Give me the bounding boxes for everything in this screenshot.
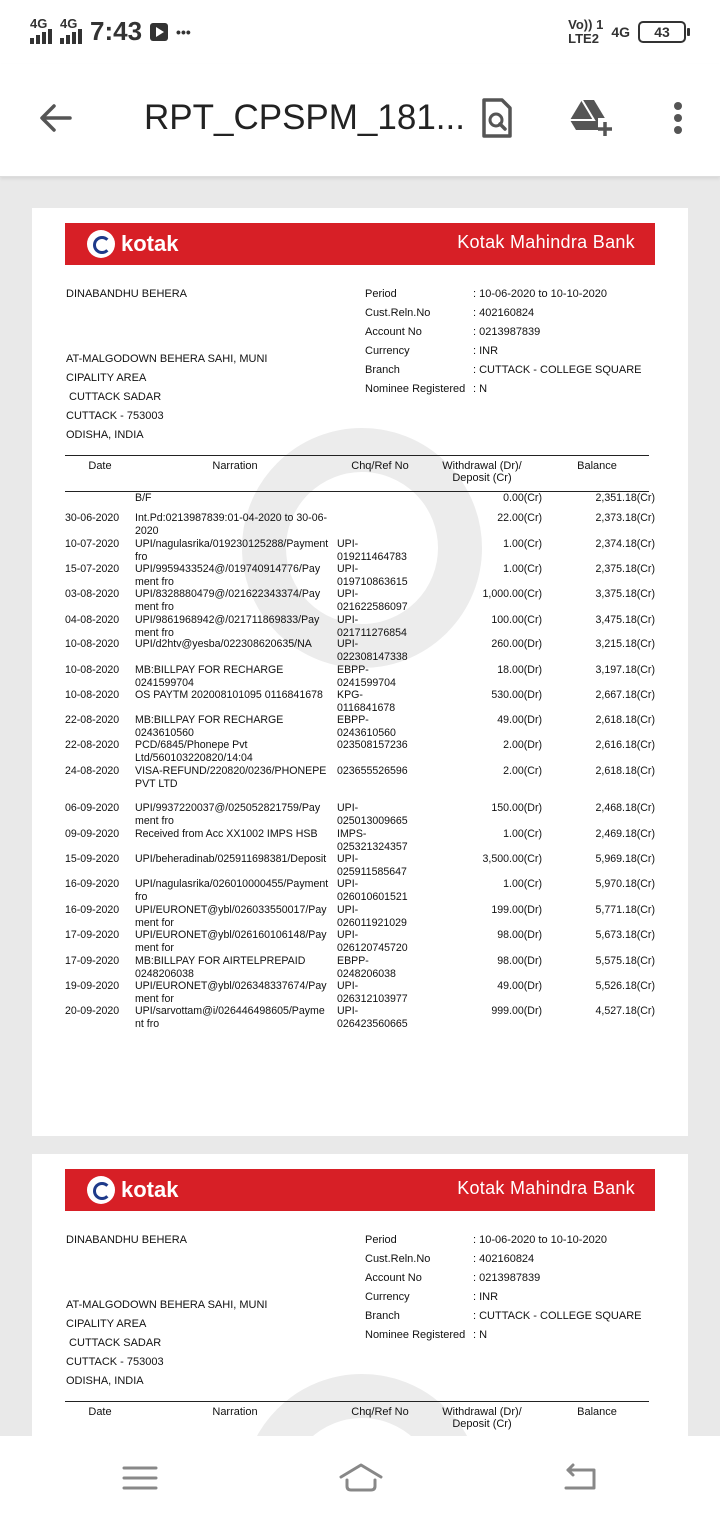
detail-value: : 0213987839	[473, 326, 541, 338]
address-line: AT-MALGODOWN BEHERA SAHI, MUNI	[66, 353, 268, 365]
address-line: CUTTACK - 753003	[66, 410, 164, 422]
home-icon[interactable]	[338, 1462, 384, 1494]
txn-balance: 2,375.18(Cr)	[595, 563, 655, 575]
txn-narration: Int.Pd:0213987839:01-04-2020 to 30-06- 2020	[135, 512, 328, 537]
col-narration: Narration	[212, 460, 258, 472]
txn-balance: 3,375.18(Cr)	[595, 588, 655, 600]
txn-date: 10-08-2020	[65, 638, 120, 650]
txn-narration: UPI/EURONET@ybl/026160106148/Pay ment for	[135, 929, 327, 954]
address-line: ODISHA, INDIA	[66, 1375, 144, 1387]
detail-label: Cust.Reln.No	[365, 307, 431, 319]
txn-balance: 2,351.18(Cr)	[595, 492, 655, 504]
txn-balance: 3,197.18(Cr)	[595, 664, 655, 676]
detail-value: : CUTTACK - COLLEGE SQUARE	[473, 364, 642, 376]
address-line: CUTTACK - 753003	[66, 1356, 164, 1368]
logo-text: kotak	[121, 231, 179, 256]
txn-balance: 2,618.18(Cr)	[595, 714, 655, 726]
txn-amount: 100.00(Cr)	[491, 614, 542, 626]
txn-balance: 5,969.18(Cr)	[595, 853, 655, 865]
txn-amount: 999.00(Dr)	[491, 1005, 542, 1017]
col-ref: Chq/Ref No	[351, 1406, 409, 1418]
detail-value: : 402160824	[473, 1253, 535, 1265]
txn-date: 17-09-2020	[65, 929, 120, 941]
txn-narration: MB:BILLPAY FOR RECHARGE 0241599704	[135, 664, 284, 689]
txn-date: 04-08-2020	[65, 614, 120, 626]
txn-amount: 1,000.00(Cr)	[482, 588, 542, 600]
signal-icon	[30, 15, 52, 44]
txn-narration: UPI/sarvottam@i/026446498605/Payme nt fro	[135, 1005, 325, 1030]
txn-balance: 2,618.18(Cr)	[595, 765, 655, 777]
txn-date: 17-09-2020	[65, 955, 120, 967]
txn-ref: EBPP- 0241599704	[337, 664, 396, 689]
txn-amount: 18.00(Dr)	[497, 664, 542, 676]
txn-ref: UPI- 026011921029	[337, 904, 407, 929]
txn-amount: 530.00(Dr)	[491, 689, 542, 701]
txn-date: 03-08-2020	[65, 588, 120, 600]
txn-amount: 1.00(Cr)	[503, 878, 542, 890]
detail-value: : CUTTACK - COLLEGE SQUARE	[473, 1310, 642, 1322]
txn-date: 22-08-2020	[65, 739, 120, 751]
logo-text: kotak	[121, 1177, 179, 1202]
col-withdrawal: Withdrawal (Dr)/ Deposit (Cr)	[442, 460, 522, 484]
bank-name: Kotak Mahindra Bank	[457, 1178, 635, 1198]
txn-date: 09-09-2020	[65, 828, 120, 840]
bank-name: Kotak Mahindra Bank	[457, 232, 635, 252]
detail-value: : 10-06-2020 to 10-10-2020	[473, 288, 607, 300]
txn-balance: 2,373.18(Cr)	[595, 512, 655, 524]
txn-balance: 3,215.18(Cr)	[595, 638, 655, 650]
txn-ref: KPG- 0116841678	[337, 689, 396, 714]
txn-date: 10-07-2020	[65, 538, 120, 550]
txn-amount: 49.00(Dr)	[497, 980, 542, 992]
txn-date: 10-08-2020	[65, 689, 120, 701]
col-withdrawal: Withdrawal (Dr)/ Deposit (Cr)	[442, 1406, 522, 1430]
txn-amount: 199.00(Dr)	[491, 904, 542, 916]
txn-amount: 150.00(Dr)	[491, 802, 542, 814]
txn-balance: 2,616.18(Cr)	[595, 739, 655, 751]
customer-name: DINABANDHU BEHERA	[66, 288, 188, 300]
txn-date: 22-08-2020	[65, 714, 120, 726]
txn-narration: MB:BILLPAY FOR AIRTELPREPAID 0248206038	[135, 955, 306, 980]
customer-address	[66, 1296, 268, 1391]
txn-balance: 4,527.18(Cr)	[595, 1005, 655, 1017]
document-search-icon[interactable]	[474, 96, 518, 140]
more-vert-icon[interactable]	[656, 96, 700, 140]
txn-amount: 3,500.00(Cr)	[482, 853, 542, 865]
customer-name: DINABANDHU BEHERA	[66, 1234, 188, 1246]
address-line: CUTTACK SADAR	[66, 1337, 162, 1349]
txn-date: 24-08-2020	[65, 765, 120, 777]
bank-banner	[65, 1169, 655, 1211]
col-date: Date	[88, 1406, 112, 1418]
table-header	[65, 1401, 649, 1438]
detail-value: : 402160824	[473, 307, 535, 319]
txn-date: 10-08-2020	[65, 664, 120, 676]
txn-narration: MB:BILLPAY FOR RECHARGE 0243610560	[135, 714, 284, 739]
media-play-icon	[150, 23, 168, 41]
txn-amount: 0.00(Cr)	[503, 492, 542, 504]
detail-value: : INR	[473, 1291, 499, 1303]
txn-narration: UPI/8328880479@/021622343374/Pay ment fro	[135, 588, 321, 613]
detail-value: : N	[473, 383, 488, 395]
arrow-left-icon[interactable]	[36, 98, 76, 138]
txn-balance: 2,469.18(Cr)	[595, 828, 655, 840]
txn-date: 30-06-2020	[65, 512, 120, 524]
txn-ref: 023655526596	[337, 765, 408, 777]
detail-label: Account No	[365, 1272, 422, 1284]
txn-balance: 5,970.18(Cr)	[595, 878, 655, 890]
address-line: CIPALITY AREA	[66, 1318, 147, 1330]
kotak-logo-icon	[87, 1176, 115, 1204]
txn-ref: UPI- 026120745720	[337, 929, 408, 954]
battery-icon	[638, 21, 686, 43]
txn-ref: IMPS- 025321324357	[337, 828, 408, 853]
statement-page	[32, 208, 688, 1136]
detail-value: : 0213987839	[473, 1272, 541, 1284]
txn-narration: PCD/6845/Phonepe Pvt Ltd/560103220820/14:04	[135, 739, 253, 764]
txn-ref: EBPP- 0248206038	[337, 955, 396, 980]
txn-narration: UPI/9937220037@/025052821759/Pay ment fro	[135, 802, 321, 827]
txn-narration: UPI/EURONET@ybl/026348337674/Pay ment for	[135, 980, 327, 1005]
txn-date: 16-09-2020	[65, 878, 120, 890]
detail-label: Nominee Registered	[365, 1329, 466, 1341]
txn-amount: 98.00(Dr)	[497, 929, 542, 941]
txn-balance: 5,526.18(Cr)	[595, 980, 655, 992]
detail-value: : INR	[473, 345, 499, 357]
txn-ref: UPI- 022308147338	[337, 638, 408, 663]
detail-label: Branch	[365, 364, 400, 376]
detail-label: Cust.Reln.No	[365, 1253, 431, 1265]
txn-date: 06-09-2020	[65, 802, 120, 814]
txn-balance: 5,575.18(Cr)	[595, 955, 655, 967]
txn-ref: UPI- 025013009665	[337, 802, 408, 827]
txn-date: 16-09-2020	[65, 904, 120, 916]
txn-ref: EBPP- 0243610560	[337, 714, 396, 739]
txn-ref: UPI- 021622586097	[337, 588, 408, 613]
detail-label: Nominee Registered	[365, 383, 466, 395]
txn-narration: UPI/d2htv@yesba/022308620635/NA	[135, 638, 312, 650]
network-type-label: 4G	[60, 15, 78, 31]
address-line: AT-MALGODOWN BEHERA SAHI, MUNI	[66, 1299, 268, 1311]
txn-narration: UPI/nagulasrika/019230125288/Payment fro	[135, 538, 329, 563]
kotak-logo	[87, 1176, 178, 1204]
detail-label: Currency	[365, 345, 410, 357]
txn-ref: UPI- 026312103977	[337, 980, 408, 1005]
clock: 7:43	[90, 16, 143, 46]
navigation-bar	[0, 1436, 720, 1520]
volte-label: Vo))	[568, 17, 593, 32]
txn-ref: UPI- 021711276854	[337, 614, 407, 639]
back-icon[interactable]	[560, 1462, 600, 1494]
txn-date: 20-09-2020	[65, 1005, 120, 1017]
menu-icon[interactable]	[120, 1462, 160, 1494]
detail-label: Currency	[365, 1291, 410, 1303]
txn-balance: 2,374.18(Cr)	[595, 538, 655, 550]
txn-narration: Received from Acc XX1002 IMPS HSB	[135, 828, 318, 840]
txn-balance: 5,673.18(Cr)	[595, 929, 655, 941]
detail-value: : 10-06-2020 to 10-10-2020	[473, 1234, 607, 1246]
status-bar	[0, 0, 720, 64]
address-line: CUTTACK SADAR	[66, 391, 162, 403]
col-narration: Narration	[212, 1406, 258, 1418]
statement-page	[32, 1154, 688, 1454]
txn-date: 19-09-2020	[65, 980, 120, 992]
col-ref: Chq/Ref No	[351, 460, 409, 472]
txn-ref: UPI- 026423560665	[337, 1005, 408, 1030]
txn-amount: 98.00(Dr)	[497, 955, 542, 967]
txn-amount: 22.00(Cr)	[497, 512, 542, 524]
txn-narration: UPI/9861968942@/021711869833/Pay ment fro	[135, 614, 320, 639]
txn-narration: UPI/9959433524@/019740914776/Pay ment fro	[135, 563, 321, 588]
txn-amount: 2.00(Dr)	[503, 739, 542, 751]
txn-narration: OS PAYTM 202008101095 0116841678	[135, 689, 323, 701]
txn-balance: 5,771.18(Cr)	[595, 904, 655, 916]
txn-amount: 260.00(Dr)	[491, 638, 542, 650]
network-type-label: 4G	[611, 24, 630, 40]
txn-ref: UPI- 025911585647	[337, 853, 407, 878]
txn-ref: UPI- 019211464783	[337, 538, 407, 563]
txn-narration: B/F	[135, 492, 152, 504]
txn-amount: 2.00(Cr)	[503, 765, 542, 777]
col-date: Date	[88, 460, 112, 472]
account-details	[365, 1231, 642, 1345]
document-title: RPT_CPSPM_181...	[144, 98, 465, 137]
battery-level: 43	[654, 24, 670, 40]
txn-narration: UPI/nagulasrika/026010000455/Payment fro	[135, 878, 329, 903]
txn-amount: 1.00(Cr)	[503, 828, 542, 840]
app-bar	[0, 64, 720, 177]
txn-narration: UPI/EURONET@ybl/026033550017/Pay ment for	[135, 904, 327, 929]
col-balance: Balance	[577, 460, 617, 472]
txn-ref: 023508157236	[337, 739, 408, 751]
address-line: CIPALITY AREA	[66, 372, 147, 384]
txn-amount: 1.00(Cr)	[503, 538, 542, 550]
txn-ref: UPI- 026010601521	[337, 878, 408, 903]
txn-balance: 2,468.18(Cr)	[595, 802, 655, 814]
txn-date: 15-09-2020	[65, 853, 120, 865]
txn-amount: 49.00(Dr)	[497, 714, 542, 726]
detail-label: Branch	[365, 1310, 400, 1322]
txn-ref: UPI- 019710863615	[337, 563, 408, 588]
sim-number: 1	[596, 17, 604, 32]
lte-label: LTE2	[568, 31, 599, 46]
network-type-label: 4G	[30, 15, 48, 31]
drive-add-icon[interactable]	[568, 96, 612, 140]
txn-date: 15-07-2020	[65, 563, 120, 575]
detail-label: Period	[365, 1234, 397, 1246]
detail-label: Account No	[365, 326, 422, 338]
txn-balance: 2,667.18(Cr)	[595, 689, 655, 701]
detail-label: Period	[365, 288, 397, 300]
more-notifications-icon: •••	[176, 23, 191, 40]
txn-narration: VISA-REFUND/220820/0236/PHONEPE PVT LTD	[135, 765, 327, 790]
col-balance: Balance	[577, 1406, 617, 1418]
transaction-list	[32, 208, 688, 1136]
txn-amount: 1.00(Cr)	[503, 563, 542, 575]
detail-value: : N	[473, 1329, 488, 1341]
txn-balance: 3,475.18(Cr)	[595, 614, 655, 626]
txn-narration: UPI/beheradinab/025911698381/Deposit	[135, 853, 327, 865]
signal-icon	[60, 15, 82, 44]
address-line: ODISHA, INDIA	[66, 429, 144, 441]
